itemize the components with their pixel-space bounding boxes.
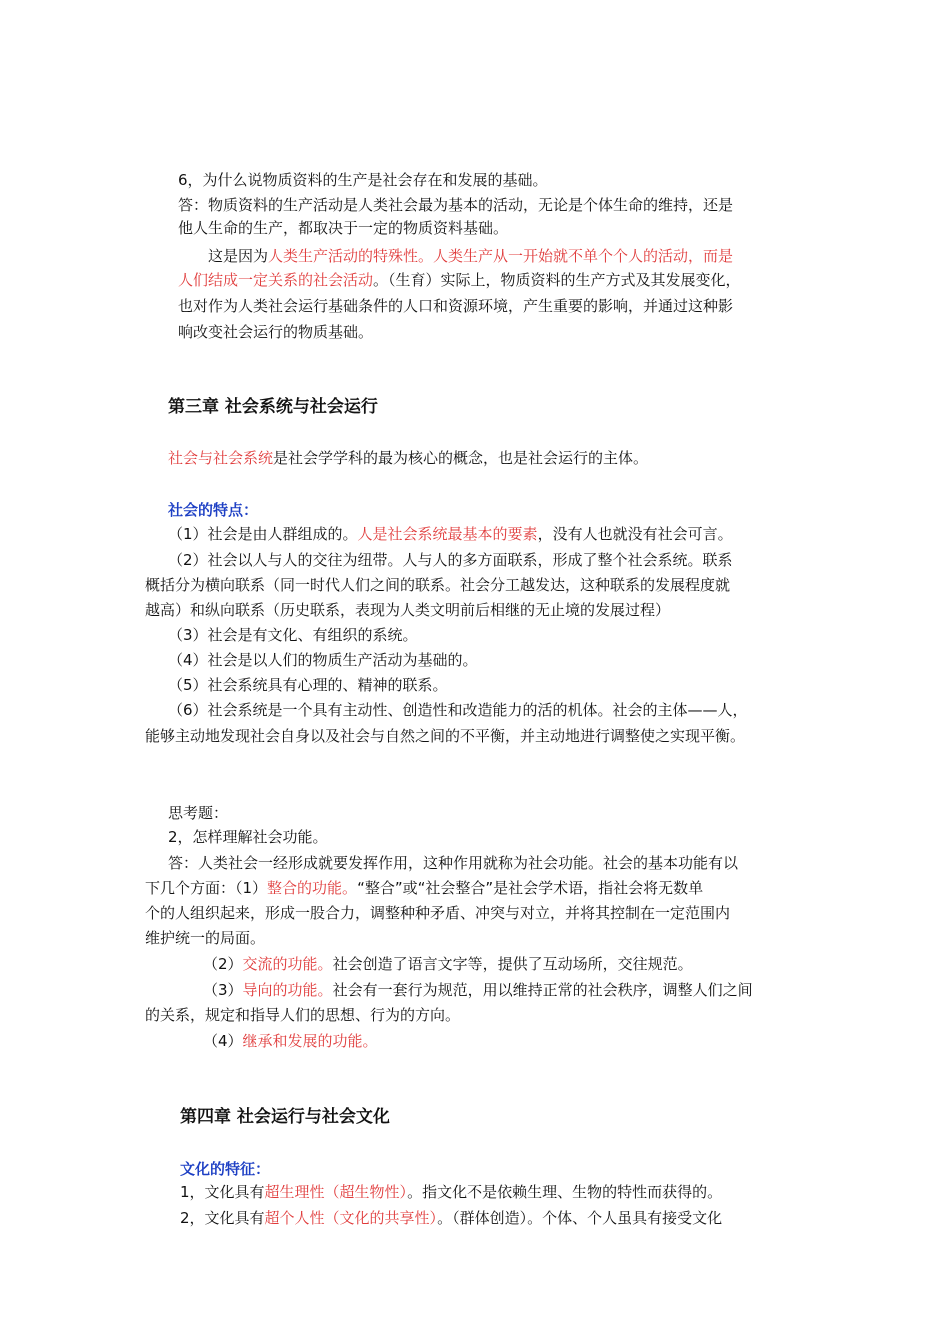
feature-2-line2: 概括分为横向联系（同一时代人们之间的联系。社会分工越发达，这种联系的发展程度就 <box>145 576 731 594</box>
function-4-num: （4） <box>203 1032 243 1050</box>
function-integration: 整合的功能。 <box>267 879 358 897</box>
function-2-text: 社会创造了语言文字等，提供了互动场所，交往规范。 <box>332 955 693 973</box>
q2-answer-tail: “整合”或“社会整合”是社会学术语，指社会将无数单 <box>357 879 704 897</box>
q6-para2-line2 <box>178 270 741 290</box>
definition-highlight: 社会与社会系统 <box>168 449 274 467</box>
q6-answer-line1: 答：物质资料的生产活动是人类社会最为基本的活动，无论是个体生命的维持，还是 <box>178 196 734 214</box>
chapter3-heading: 第三章 社会系统与社会运行 <box>168 397 378 417</box>
culture-feature-2-highlight: 超个人性（文化的共享性） <box>264 1209 438 1227</box>
chapter3-definition <box>168 448 648 468</box>
culture-feature-2 <box>180 1208 722 1228</box>
function-2-num: （2） <box>203 955 243 973</box>
q2-answer-line4: 维护统一的局面。 <box>145 929 266 947</box>
q6-para2-highlight: 人类生产活动的特殊性。人类生产从一开始就不单个个人的活动，而是 <box>268 247 734 265</box>
q2-answer-text: 下几个方面：（1） <box>145 879 268 897</box>
culture-feature-2-text: 2，文化具有 <box>180 1209 265 1227</box>
culture-feature-1-highlight: 超生理性（超生物性） <box>264 1183 408 1201</box>
q6-para2-text: 这是因为 <box>208 247 269 265</box>
definition-text: 是社会学学科的最为核心的概念，也是社会运行的主体。 <box>273 449 649 467</box>
feature-1-highlight: 人是社会系统最基本的要素 <box>357 525 538 543</box>
function-inheritance: 继承和发展的功能。 <box>242 1032 378 1050</box>
q2-answer-line2 <box>145 878 703 898</box>
feature-3: （3）社会是有文化、有组织的系统。 <box>168 626 418 644</box>
function-communication: 交流的功能。 <box>242 955 333 973</box>
q6-title: 6，为什么说物质资料的生产是社会存在和发展的基础。 <box>178 171 548 189</box>
feature-2-line1: （2）社会以人与人的交往为纽带。人与人的多方面联系，形成了整个社会系统。联系 <box>168 551 733 569</box>
culture-features-title: 文化的特征： <box>180 1160 271 1178</box>
think-label: 思考题： <box>168 804 229 822</box>
function-3-line2: 的关系，规定和指导人们的思想、行为的方向。 <box>145 1006 461 1024</box>
culture-feature-1-tail: 。指文化不是依赖生理、生物的特性而获得的。 <box>407 1183 723 1201</box>
feature-1 <box>168 524 733 544</box>
q6-para2-text2: 。（生育）实际上，物质资料的生产方式及其发展变化， <box>373 271 741 289</box>
function-3 <box>203 980 753 1000</box>
q2-answer-line1: 答：人类社会一经形成就要发挥作用，这种作用就称为社会功能。社会的基本功能有以 <box>168 854 739 872</box>
q2-answer-line3: 个的人组织起来，形成一股合力，调整种种矛盾、冲突与对立，并将其控制在一定范围内 <box>145 904 731 922</box>
q6-answer-line2: 他人生命的生产，都取决于一定的物质资料基础。 <box>178 219 509 237</box>
q6-para2-line1 <box>208 246 733 266</box>
function-guidance: 导向的功能。 <box>242 981 333 999</box>
q2-title: 2，怎样理解社会功能。 <box>168 828 328 846</box>
function-3-num: （3） <box>203 981 243 999</box>
culture-feature-2-tail: 。（群体创造）。个体、个人虽具有接受文化 <box>437 1209 723 1227</box>
q6-para2-highlight2: 人们结成一定关系的社会活动 <box>178 271 374 289</box>
culture-feature-1 <box>180 1182 722 1202</box>
feature-2-line3: 越高）和纵向联系（历史联系，表现为人类文明前后相继的无止境的发展过程） <box>145 601 671 619</box>
q6-para2-line3: 也对作为人类社会运行基础条件的人口和资源环境，产生重要的影响，并通过这种影 <box>178 297 734 315</box>
society-features-title: 社会的特点： <box>168 501 259 519</box>
function-3-text: 社会有一套行为规范，用以维持正常的社会秩序，调整人们之间 <box>332 981 753 999</box>
culture-feature-1-text: 1，文化具有 <box>180 1183 265 1201</box>
chapter4-heading: 第四章 社会运行与社会文化 <box>180 1107 390 1127</box>
feature-6-line2: 能够主动地发现社会自身以及社会与自然之间的不平衡，并主动地进行调整使之实现平衡。 <box>145 727 746 745</box>
feature-4: （4）社会是以人们的物质生产活动为基础的。 <box>168 651 478 669</box>
function-4 <box>203 1031 378 1051</box>
feature-5: （5）社会系统具有心理的、精神的联系。 <box>168 676 448 694</box>
q6-para2-line4: 响改变社会运行的物质基础。 <box>178 323 374 341</box>
function-2 <box>203 954 693 974</box>
feature-1-tail: ，没有人也就没有社会可言。 <box>537 525 733 543</box>
feature-6-line1: （6）社会系统是一个具有主动性、创造性和改造能力的活的机体。社会的主体——人， <box>168 701 748 719</box>
feature-1-text: （1）社会是由人群组成的。 <box>168 525 358 543</box>
